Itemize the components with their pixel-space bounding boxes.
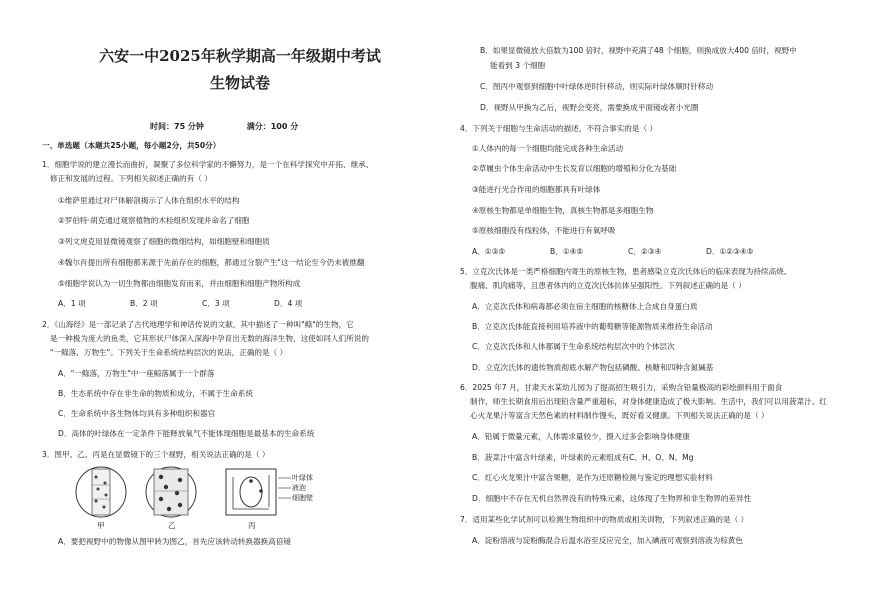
q3-option-b-line-1[interactable]: B．如果显微镜放大倍数为100 倍时，视野中充满了48 个细胞，则换成放大400 倍时，视野中	[480, 46, 797, 55]
q3-legend-pointers	[278, 474, 292, 504]
exam-title: 六安一中2025年秋学期高一年级期中考试	[99, 47, 381, 65]
q1-stem-1: 1．细胞学说的建立漫长而曲折，凝聚了多位科学家的不懈努力，是一个在科学探究中开拓、继承、	[42, 160, 374, 169]
q4-option-c[interactable]: C．②③④	[628, 247, 662, 256]
time-limit: 时间：75 分钟	[150, 122, 204, 131]
q3-label-yi: 乙	[168, 521, 176, 530]
q4-statement-3: ③能进行光合作用的细胞都具有叶绿体	[472, 185, 601, 194]
q5-stem-2: 腹痛、肌肉痛等，且患者体内的立克次氏体抗体呈强阳性。下列叙述正确的是（ ）	[470, 281, 746, 290]
q6-stem-2: 制作，师生长期食用后出现铅含量严重超标，对身体健康造成了极大影响。生活中，我们可以用菠菜汁、红	[470, 397, 827, 406]
q4-stem: 4．下列关于细胞与生命活动的描述，不符合事实的是（ ）	[460, 124, 658, 133]
q3-option-b-line-2: 能看到 3 个细胞	[490, 61, 546, 70]
q3-label-bing: 丙	[248, 521, 256, 530]
q6-option-c[interactable]: C．红心火龙果汁中富含果糖，是作为还原糖检测与鉴定的理想实验材料	[472, 473, 713, 482]
q3-stem: 3．图甲、乙、丙是在显微镜下的三个视野，相关说法正确的是（ ）	[42, 450, 270, 459]
exam-subtitle: 生物试卷	[209, 74, 270, 92]
q1-option-b[interactable]: B．2 项	[130, 299, 158, 308]
q2-option-a[interactable]: A．"一鲦落，万物生"中一座鲸落属于一个群落	[58, 369, 215, 378]
q1-option-a[interactable]: A．1 项	[58, 299, 86, 308]
q3-legend-cell-wall: 细胞壁	[292, 494, 313, 502]
q2-stem-2: 是一种极为庞大的鱼类，它其形状尸体深入深海中孕育出无数的海洋生物，这使如同人们所说的	[50, 334, 369, 343]
q3-figure-jia	[74, 465, 128, 519]
q4-options	[472, 247, 753, 257]
q3-figure-bing	[224, 467, 278, 517]
q3-option-c[interactable]: C．图丙中观察到细胞中叶绿体逆时针移动，则实际叶绿体顺时针移动	[480, 82, 714, 91]
exam-meta	[150, 121, 338, 132]
q4-statement-4: ④原核生物都是单细胞生物，真核生物都是多细胞生物	[472, 206, 654, 215]
q3-option-d[interactable]: D．视野从甲换为乙后，视野会变亮，需要换成平面镜或者小光圈	[480, 103, 699, 112]
q6-option-d[interactable]: D．细胞中不存在无机自然界没有的特殊元素，这体现了生物界和非生物界的差异性	[472, 494, 752, 503]
q3-legend-vacuole: 液泡	[292, 484, 306, 492]
q4-option-b[interactable]: B．①④⑤	[550, 247, 584, 256]
q2-option-c[interactable]: C．生命系统中各生物体均具有多种组织和器官	[58, 409, 216, 418]
q6-stem-3: 心火龙果汁等富含天然色素的材料制作馒头，既好看又健康。下列相关说法正确的是（ ）	[470, 411, 769, 420]
q2-option-d[interactable]: D．高体的叶绿体在一定条件下能释放氧气不能体现细胞是最基本的生命系统	[58, 429, 315, 438]
q5-option-b[interactable]: B．立克次氏体能直接利用培养液中的葡萄糖等能源物质来维持生命活动	[472, 322, 713, 331]
q4-option-d[interactable]: D．①②③④⑤	[706, 247, 754, 256]
q1-statement-5: ⑤细胞学说认为一切生物都由细胞发育而来，并由细胞和细胞产物所构成	[58, 279, 301, 288]
q3-figure-yi	[144, 465, 198, 519]
q1-option-d[interactable]: D．4 项	[274, 299, 303, 308]
q7-option-a[interactable]: A．淀粉溶液与淀粉酶混合后温水浴至反应完全，加入碘液可观察到溶液为棕黄色	[472, 536, 743, 545]
q3-legend-chloroplast: 叶绿体	[292, 474, 313, 482]
q4-statement-2: ②草履虫个体生命活动中生长发育以细胞的增殖和分化为基础	[472, 164, 677, 173]
q5-option-a[interactable]: A．立克次氏体和病毒都必须在宿主细胞的核糖体上合成自身蛋白质	[472, 302, 698, 311]
q3-option-a[interactable]: A．要把视野中的物像从图甲转为图乙，首先应该转动转换器换高倍镜	[58, 537, 292, 546]
q5-option-c[interactable]: C．立克次氏体和人体都属于生命系统结构层次中的个体层次	[472, 342, 675, 351]
q1-options	[58, 299, 302, 309]
q1-statement-3: ③列文虎克用显微镜观察了细胞的微细结构，如细胞壁和细胞质	[58, 237, 270, 246]
q5-stem-1: 5．立克次氏体是一类严格细胞内寄生的原核生物，患者感染立克次氏体后的临床表现为持续高烧、	[460, 267, 792, 276]
q6-stem-1: 6．2025 年7 月，甘肃天水某幼儿园为了提高招生吸引力，采购含铅量极高的彩绘颜料用于面食	[460, 383, 783, 392]
q1-statement-2: ②罗伯特·胡克通过观察植物的木栓组织发现并命名了细胞	[58, 216, 250, 225]
q1-statement-1: ①维萨里通过对尸体解剖揭示了人体在组织水平的结构	[58, 196, 240, 205]
q1-stem-2: 修正和发展的过程。下列相关叙述正确的有（ ）	[50, 174, 212, 183]
q3-label-jia: 甲	[97, 521, 105, 530]
q6-option-a[interactable]: A．铅属于微量元素，人体需求量较少，摄入过多会影响身体健康	[472, 432, 690, 441]
q2-stem-3: "一鲦落，万物生"。下列关于生命系统结构层次的说法，正确的是（ ）	[50, 348, 288, 357]
q2-stem-1: 2．《山海经》是一部记录了古代地理学和神话传说的文献，其中描述了一种叫"鲦"的生物，它	[42, 320, 354, 329]
q2-option-b[interactable]: B．生态系统中存在非生命的物质和成分，不属于生命系统	[58, 389, 254, 398]
q6-option-b[interactable]: B．菠菜汁中富含叶绿素，叶绿素的元素组成有C、H、O、N、Mg	[472, 453, 694, 462]
section-heading: 一、单选题（本题共25小题，每小题2分，共50分）	[42, 141, 221, 150]
q7-stem: 7．适用某些化学试剂可以检测生物组织中的物质或相关训物，下列叙述正确的是（ ）	[460, 515, 749, 524]
q1-option-c[interactable]: C．3 项	[202, 299, 230, 308]
q4-option-a[interactable]: A．①③⑤	[472, 247, 506, 256]
q1-statement-4: ④魏尔肖提出所有细胞都来源于先前存在的细胞，都通过分裂产生"这一结论至今仍未被推翻	[58, 258, 365, 267]
q5-option-d[interactable]: D．立克次氏体的遗传物质彻底水解产物包括磷酸、核糖和四种含氮碱基	[472, 363, 714, 372]
q4-statement-1: ①人体内的每一个细胞均能完成各种生命活动	[472, 144, 624, 153]
full-score: 满分：100 分	[246, 122, 299, 131]
q4-statement-5: ⑤原核细胞没有线粒体，不能进行有氧呼吸	[472, 226, 616, 235]
